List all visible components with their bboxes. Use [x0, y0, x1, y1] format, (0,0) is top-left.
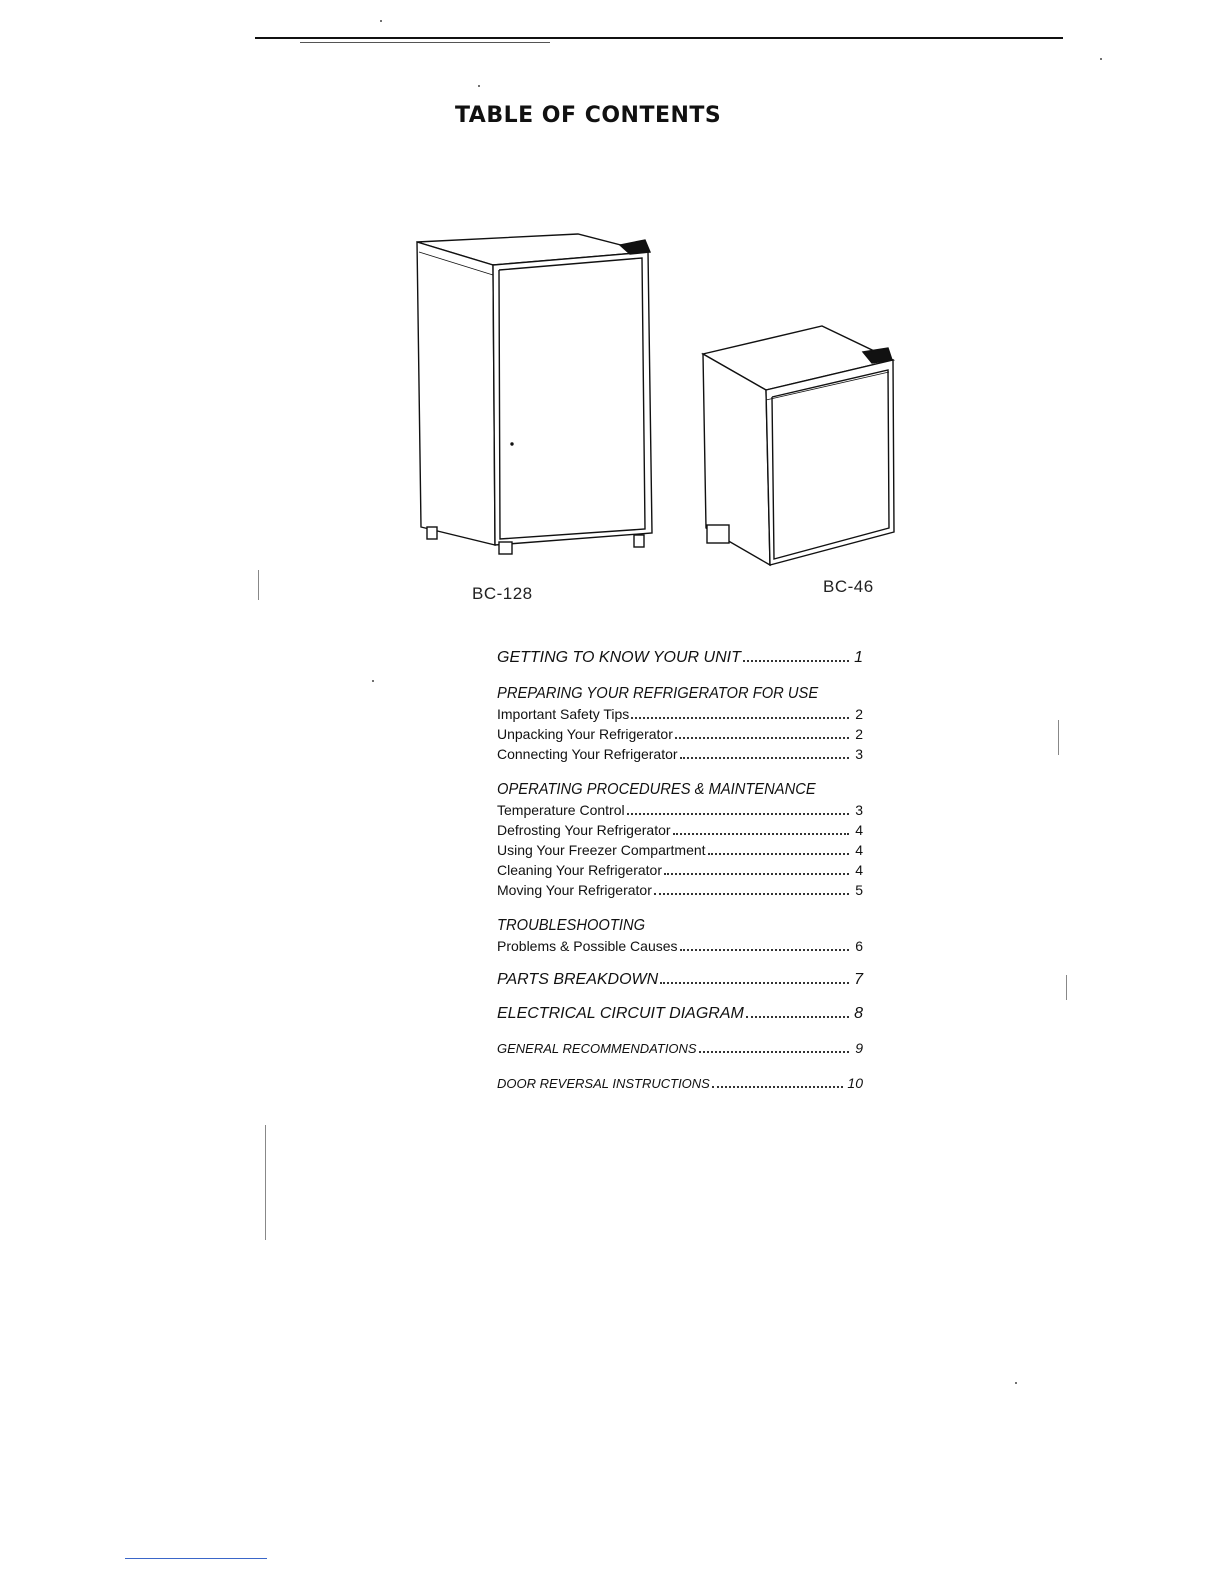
section-heading-preparing: PREPARING YOUR REFRIGERATOR FOR USE [497, 685, 819, 702]
dot-leader [675, 737, 849, 739]
toc-entry-label: Defrosting Your Refrigerator [497, 822, 671, 838]
dot-leader [673, 833, 849, 835]
toc-entry-defrosting[interactable] [497, 820, 863, 840]
toc-page-number: 3 [855, 746, 863, 762]
toc-entry-parts-breakdown[interactable] [497, 970, 863, 990]
toc-page-number: 4 [855, 862, 863, 878]
toc-page-number: 3 [855, 802, 863, 818]
toc-entry-label: Moving Your Refrigerator [497, 882, 652, 898]
toc-page-number: 2 [855, 706, 863, 722]
toc-entry-label: ELECTRICAL CIRCUIT DIAGRAM [497, 1005, 744, 1022]
toc-page-number: 7 [854, 971, 863, 988]
toc-page-number: 6 [855, 938, 863, 954]
toc-entry-electrical-diagram[interactable] [497, 1004, 863, 1024]
scan-margin-mark [1058, 720, 1059, 755]
refrigerator-bc46-drawing [703, 326, 894, 565]
toc-entry-safety-tips[interactable] [497, 704, 863, 724]
toc-page-number: 8 [854, 1005, 863, 1022]
scan-speck [1015, 1382, 1017, 1384]
toc-entry-problems[interactable] [497, 936, 863, 956]
toc-entry-label: Temperature Control [497, 802, 625, 818]
dot-leader [631, 717, 849, 719]
toc-page-number: 1 [854, 649, 863, 666]
dot-leader [746, 1016, 849, 1018]
toc-entry-temperature-control[interactable] [497, 800, 863, 820]
dot-leader [627, 813, 849, 815]
dot-leader [743, 660, 849, 662]
toc-page-number: 4 [855, 822, 863, 838]
scan-speck [380, 20, 382, 22]
refrigerator-bc128-drawing [417, 234, 652, 554]
toc-page-number: 4 [855, 842, 863, 858]
toc-entry-moving[interactable] [497, 880, 863, 900]
toc-entry-label: Cleaning Your Refrigerator [497, 862, 662, 878]
scan-margin-mark [258, 570, 259, 600]
scan-margin-mark [1066, 975, 1067, 1000]
toc-page-number: 5 [855, 882, 863, 898]
toc-page-number: 2 [855, 726, 863, 742]
toc-entry-label: GETTING TO KNOW YOUR UNIT [497, 649, 741, 666]
table-of-contents [497, 648, 863, 1094]
toc-entry-connecting[interactable] [497, 744, 863, 764]
toc-entry-label: Important Safety Tips [497, 706, 630, 722]
toc-page-number: 9 [855, 1040, 863, 1056]
dot-leader [680, 949, 849, 951]
toc-entry-freezer[interactable] [497, 840, 863, 860]
dot-leader [660, 982, 849, 984]
toc-entry-unpacking[interactable] [497, 724, 863, 744]
toc-entry-general-recommendations[interactable] [497, 1038, 863, 1059]
dot-leader [654, 893, 849, 895]
toc-page-number: 10 [847, 1075, 863, 1091]
toc-entry-label: Using Your Freezer Compartment [497, 842, 706, 858]
section-heading-operating: OPERATING PROCEDURES & MAINTENANCE [497, 781, 816, 798]
scan-speck [1100, 58, 1102, 60]
dot-leader [680, 757, 849, 759]
scan-edge-line [125, 1558, 267, 1559]
toc-entry-label: Connecting Your Refrigerator [497, 746, 678, 762]
toc-entry-cleaning[interactable] [497, 860, 863, 880]
dot-leader [708, 853, 849, 855]
section-heading-troubleshooting: TROUBLESHOOTING [497, 917, 646, 934]
toc-entry-getting-to-know[interactable] [497, 648, 863, 668]
toc-entry-label: PARTS BREAKDOWN [497, 971, 659, 988]
toc-entry-label: Problems & Possible Causes [497, 938, 678, 954]
model-label-bc46: BC-46 [823, 577, 874, 596]
toc-entry-label: Unpacking Your Refrigerator [497, 726, 673, 742]
dot-leader [712, 1086, 844, 1088]
dot-leader [664, 873, 849, 875]
dot-leader [699, 1051, 849, 1053]
toc-entry-label: GENERAL RECOMMENDATIONS [497, 1041, 697, 1056]
page-title: TABLE OF CONTENTS [455, 103, 722, 128]
toc-entry-door-reversal[interactable] [497, 1073, 863, 1094]
scan-speck [372, 680, 374, 682]
model-label-bc128: BC-128 [472, 584, 533, 603]
toc-entry-label: DOOR REVERSAL INSTRUCTIONS [497, 1076, 710, 1091]
scan-margin-mark [265, 1125, 266, 1240]
scan-speck [478, 85, 480, 87]
